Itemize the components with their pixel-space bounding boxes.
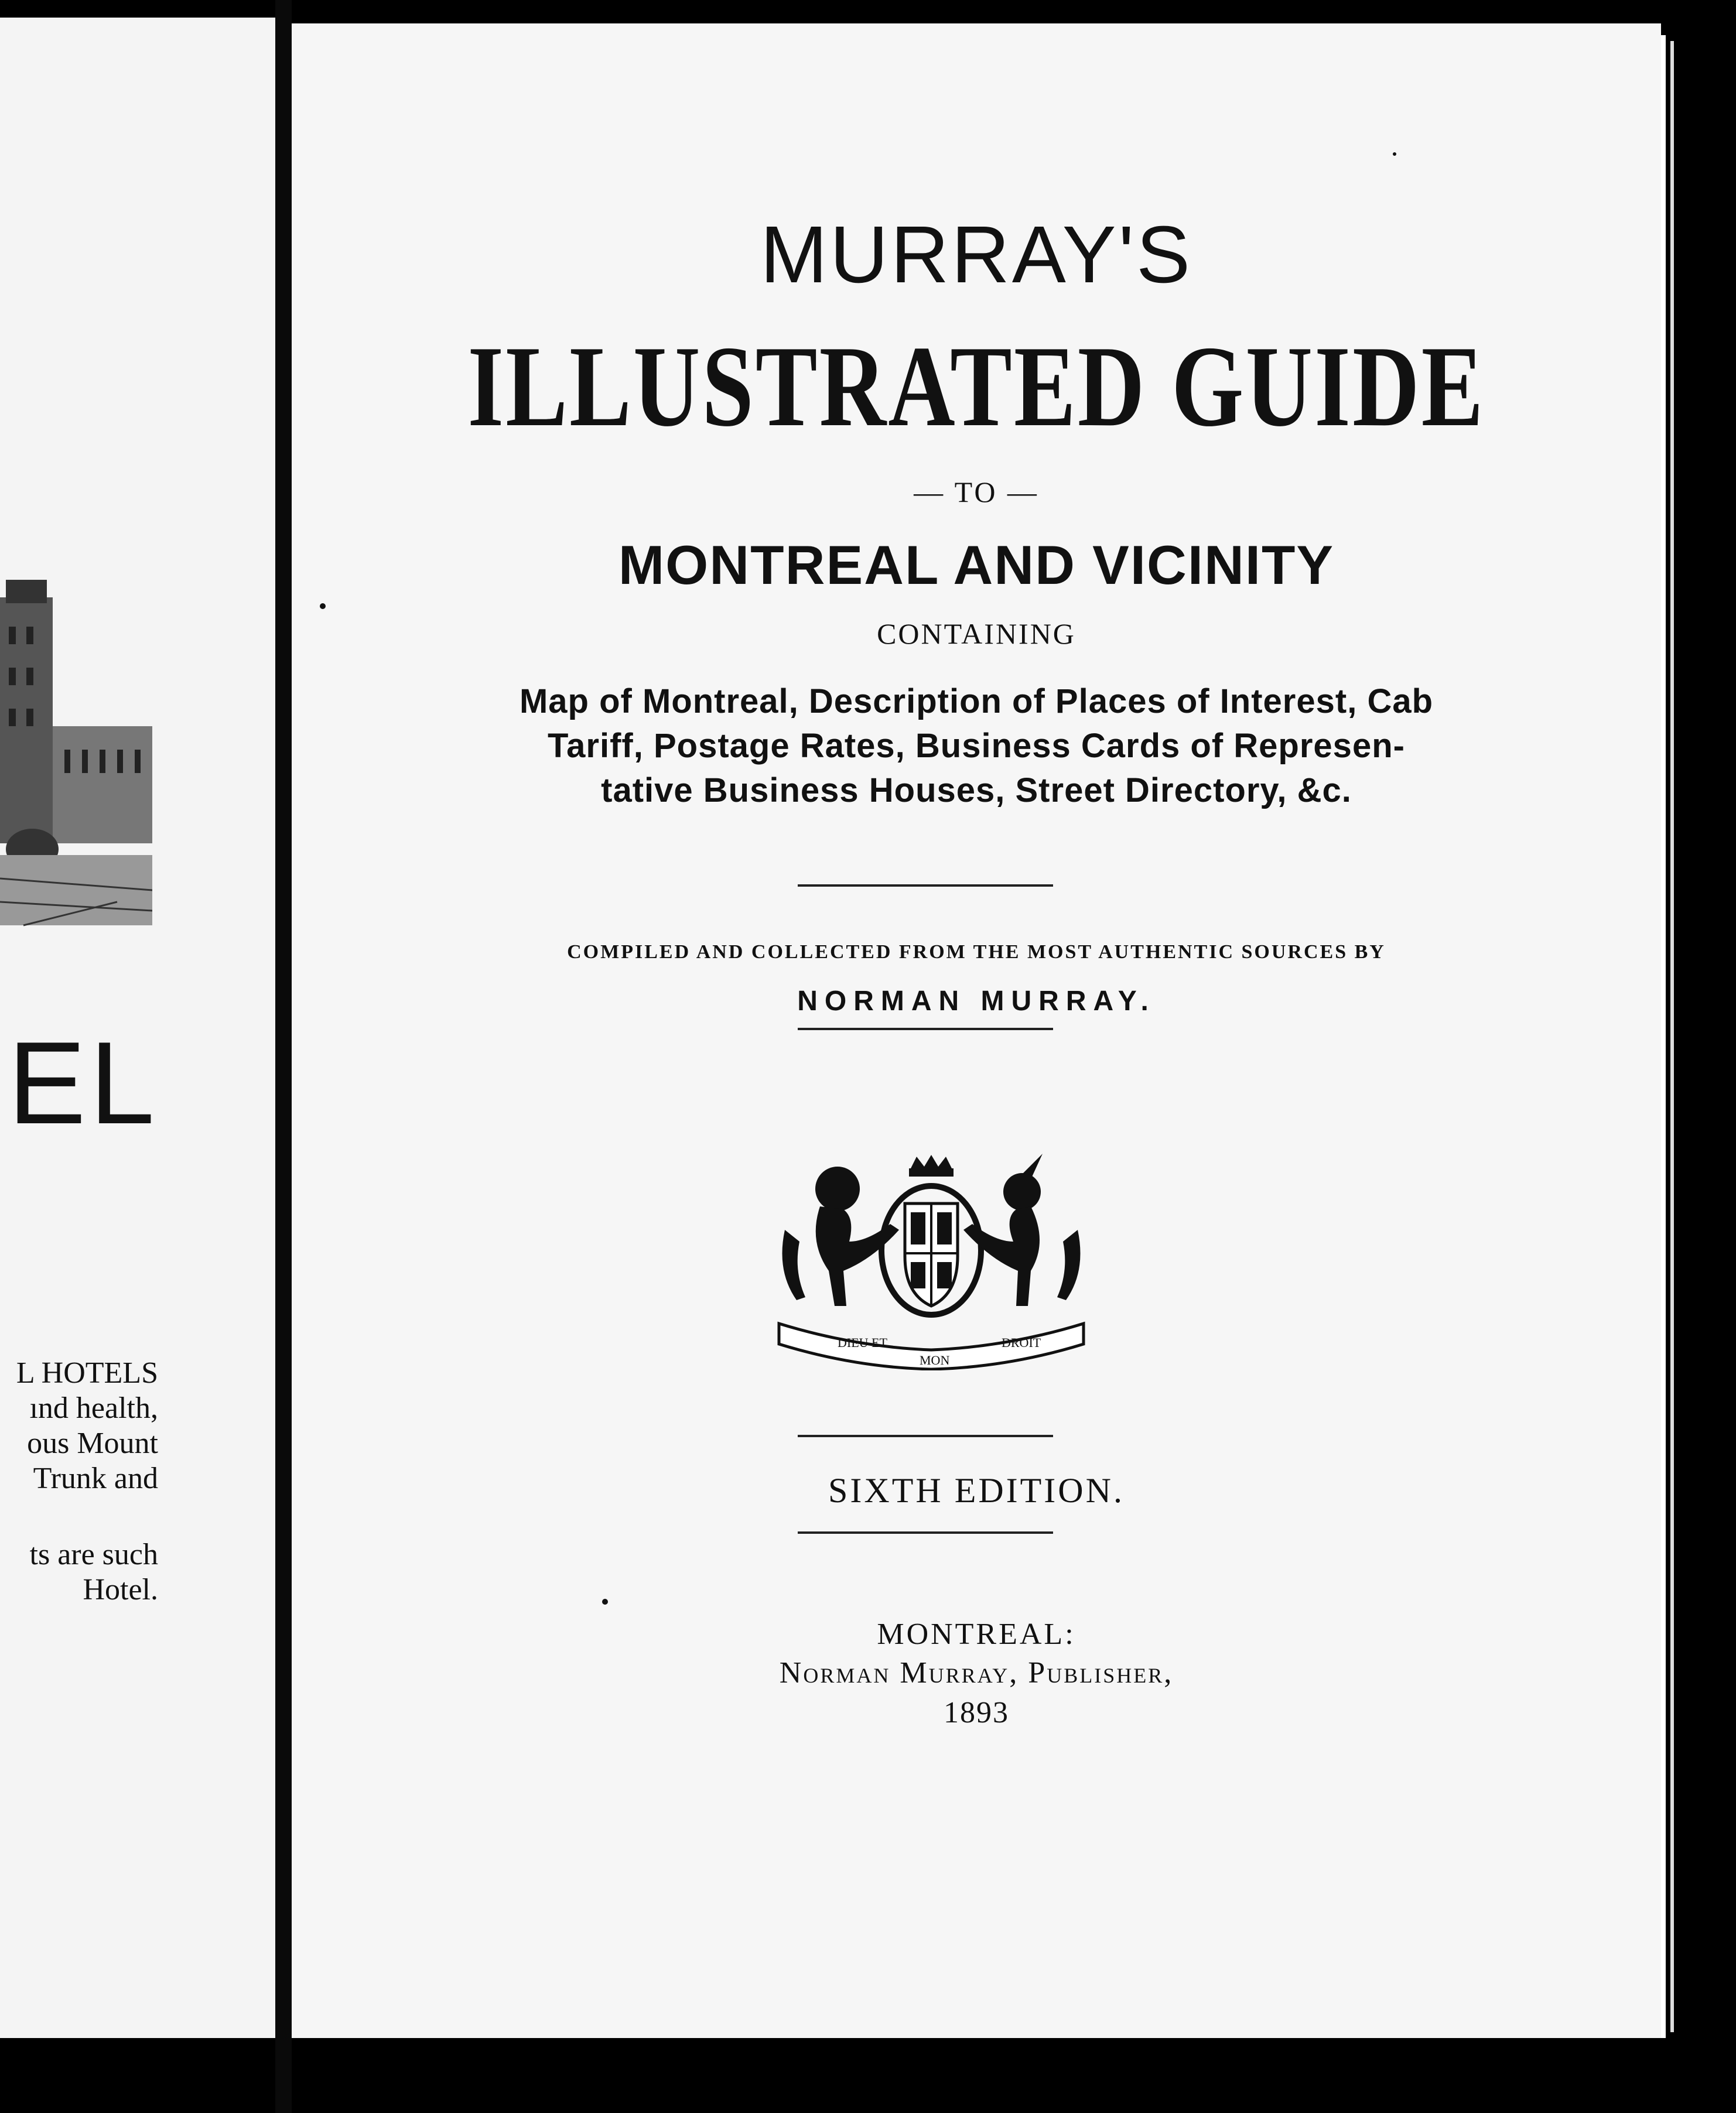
motto-left: DIEU ET xyxy=(838,1335,887,1350)
ink-speck xyxy=(602,1599,608,1605)
text-line: L HOTELS xyxy=(16,1356,158,1390)
divider-rule xyxy=(798,884,1053,887)
text-line: Trunk and xyxy=(33,1462,158,1495)
imprint-year: 1893 xyxy=(944,1696,1009,1729)
imprint-city: MONTREAL: xyxy=(877,1618,1076,1651)
text-line: Hotel. xyxy=(83,1573,158,1606)
edition: SIXTH EDITION. xyxy=(828,1471,1125,1510)
left-page xyxy=(0,18,275,2038)
hotel-heading-fragment: EL xyxy=(8,1018,158,1148)
divider-rule xyxy=(798,1028,1053,1030)
page-edge xyxy=(1670,41,1674,2032)
building-illustration xyxy=(0,574,152,972)
hotel-text-fragment xyxy=(0,1356,158,1496)
ink-speck xyxy=(320,603,326,609)
motto-center: MON xyxy=(920,1353,950,1367)
description-line: Tariff, Postage Rates, Business Cards of Represen- xyxy=(548,727,1405,765)
subtitle: MONTREAL AND VICINITY xyxy=(618,534,1335,596)
hotel-text-fragment-2 xyxy=(0,1537,158,1608)
imprint-publisher: Norman Murray, Publisher, xyxy=(779,1656,1174,1690)
motto-right: DROIT xyxy=(1002,1335,1041,1350)
containing-label: CONTAINING xyxy=(877,617,1076,650)
text-line: ınd health, xyxy=(29,1391,158,1425)
page-edge xyxy=(1661,35,1666,2038)
author-name: NORMAN MURRAY. xyxy=(797,986,1156,1017)
title-page xyxy=(292,23,1661,2038)
text-line: ous Mount xyxy=(27,1427,158,1460)
title-line-2: ILLUSTRATED GUIDE xyxy=(467,322,1485,450)
description-line: tative Business Houses, Street Directory, &c. xyxy=(601,771,1352,809)
divider-rule xyxy=(798,1531,1053,1534)
description-line: Map of Montreal, Description of Places of Interest, Cab xyxy=(519,682,1434,720)
text-line: ts are such xyxy=(29,1538,158,1571)
divider-rule xyxy=(798,1435,1053,1437)
royal-coat-of-arms xyxy=(773,1154,1089,1370)
ink-speck xyxy=(1393,152,1396,156)
title-line-1: MURRAY'S xyxy=(760,210,1193,300)
book-gutter xyxy=(275,0,292,2113)
title-connector: — TO — xyxy=(914,476,1039,508)
description xyxy=(292,679,1661,813)
compiled-by: COMPILED AND COLLECTED FROM THE MOST AUTHENTIC SOURCES BY xyxy=(567,941,1386,963)
